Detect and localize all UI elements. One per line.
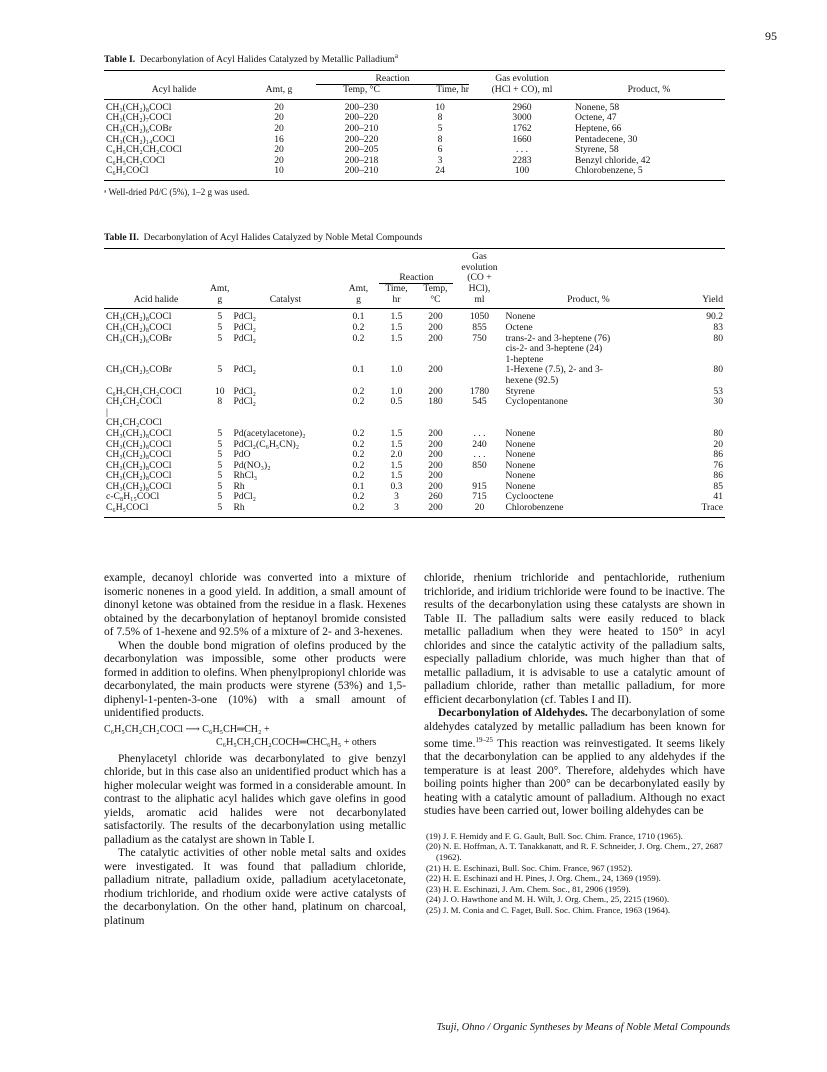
table-cell: 5 — [217, 459, 223, 471]
table-cell: trans-2- and 3-heptene (76) — [505, 332, 611, 344]
table-cell: 200–205 — [344, 144, 379, 156]
table-cell — [231, 376, 339, 387]
table-cell: 5 — [217, 364, 223, 376]
table-cell: 1780 — [469, 385, 490, 397]
table-cell: C₆H₅COCl — [106, 502, 149, 514]
table-cell: CH₃(CH₂)₈COCl — [106, 311, 172, 323]
table-cell: 715 — [472, 491, 487, 503]
table-cell: | — [106, 406, 108, 418]
paragraph: example, decanoyl chloride was converted into a mixture of isomeric nonenes in a good yield. In addition, a small amount of dinonyl ketone was obtained from the residue in a flask. Hexenes obtained by the decarbonylation of heptanoyl bromide consisted of 7.5% of 1-hexene and 92.5% of a mixture of 2- and 3-hexenes. — [104, 572, 406, 638]
paragraph-text: This reaction was reinvestigated. It seems likely that the decarbonylation can be applied to any aldehydes if the temperature is at least 200°. Therefore, aldehydes which have boiling points higher than 200° can be decarbonylated easily by heating with a catalytic amount of palladium. Although no exact studies have been carried out, lower boiling aldehydes can be — [424, 737, 725, 818]
table-row — [104, 408, 725, 419]
table-header-cell: °C — [430, 293, 441, 305]
table-cell — [673, 376, 725, 387]
table-cell — [377, 344, 415, 355]
table-cell: 1.0 — [390, 364, 403, 376]
table-cell: 200 — [428, 459, 443, 471]
table-cell: 200 — [428, 427, 443, 439]
table-cell: 0.2 — [352, 470, 365, 482]
table-header-cell: Catalyst — [269, 293, 302, 305]
table-row — [104, 492, 725, 503]
table-cell: 86 — [713, 470, 723, 482]
table-cell: CH₃(CH₂)₈COCl — [106, 101, 172, 113]
table-cell: C₆H₅CH₂CH₂COCl — [106, 144, 182, 156]
table-cell: . . . — [473, 449, 486, 461]
table-cell — [339, 408, 377, 419]
table-row — [104, 166, 725, 180]
table-cell: 180 — [428, 396, 443, 408]
table-cell — [673, 344, 725, 355]
table-cell: 750 — [472, 332, 487, 344]
table-cell: C₆H₅COCl — [106, 165, 149, 177]
table-cell — [339, 344, 377, 355]
table-cell: 200 — [428, 438, 443, 450]
table-row — [104, 461, 725, 472]
table-1-grid — [104, 70, 725, 181]
table-cell — [377, 408, 415, 419]
table-cell: 200 — [428, 449, 443, 461]
table-row — [104, 124, 725, 135]
table-cell: CH₃(CH₂)₈COCl — [106, 470, 172, 482]
table-cell: 5 — [217, 427, 223, 439]
table-cell: 200 — [428, 470, 443, 482]
table-header-cell: g — [217, 293, 223, 305]
table-1-title-sup: a — [394, 52, 398, 60]
table-cell: Nonene — [505, 470, 536, 482]
table-cell: PdCl₂ — [233, 364, 257, 376]
table-header-cell: Product, % — [627, 84, 671, 96]
table-cell: 10 — [274, 165, 284, 177]
right-text-column — [424, 572, 725, 916]
equation-line: C₆H₅CH₂CH₂COCH═CHC₆H₅ + others — [216, 736, 377, 748]
table-cell: Cyclooctene — [505, 491, 554, 503]
table-cell — [415, 408, 455, 419]
table-cell: 850 — [472, 459, 487, 471]
table-row — [104, 418, 725, 429]
table-cell — [415, 376, 455, 387]
table-header-cell: (HCl + CO), ml — [491, 84, 553, 96]
table-cell: 5 — [217, 449, 223, 461]
table-cell: Rh — [233, 480, 245, 492]
table-cell: CH₂CH₂COCl — [106, 396, 162, 408]
table-cell: 1.5 — [390, 459, 403, 471]
reference-item: (25) J. M. Conia and C. Faget, Bull. Soc. Chim. France, 1963 (1964). — [426, 904, 671, 915]
table-cell: 20 — [274, 144, 284, 156]
table-cell: 3 — [437, 154, 443, 166]
table-cell: 3 — [394, 502, 399, 514]
table-cell: 200 — [428, 364, 443, 376]
table-cell: 0.2 — [352, 449, 365, 461]
table-cell: 0.2 — [352, 396, 365, 408]
table-row — [104, 376, 725, 387]
table-row — [104, 471, 725, 482]
table-cell: 0.2 — [352, 459, 365, 471]
reference-item: (19) J. F. Hemidy and F. G. Gault, Bull. Soc. Chim. France, 1710 (1965). — [426, 830, 683, 841]
table-header-cell: Amt, g — [265, 84, 293, 96]
table-cell: 2960 — [512, 101, 532, 113]
table-cell: 1.5 — [390, 321, 403, 333]
table-cell: PdCl₂(C₆H₅CN)₂ — [233, 438, 300, 450]
table-cell: 3 — [394, 491, 399, 503]
table-cell: CH₃(CH₂)₆COBr — [106, 332, 172, 344]
table-cell: Octene — [505, 321, 533, 333]
paragraph: When the double bond migration of olefins produced by the decarbonylation was impossible, some other products were formed in addition to olefins. When phenylpropionyl chloride was decarbonylated, the main products were styrene (53%) and 1,5-diphenyl-1-penten-3-one (10%) with a small amount of unidentified products. — [104, 639, 406, 719]
table-header-cell: ml — [474, 293, 485, 305]
table-cell: Cyclopentanone — [505, 396, 568, 408]
table-cell: 8 — [437, 112, 443, 124]
table-cell: 1050 — [469, 311, 490, 323]
table-2 — [104, 232, 725, 518]
table-2-group-reaction: Reaction — [379, 273, 453, 284]
reference-item: (20) N. E. Hoffman, A. T. Tanakkanatt, and R. F. Schneider, J. Org. Chem., 27, 2687 (1962). — [426, 841, 723, 862]
table-header-cell: Time, hr — [436, 84, 469, 96]
table-2-gas-header-line: evolution — [461, 261, 498, 273]
table-cell: CH₂CH₂COCl — [106, 417, 162, 429]
table-cell: 0.2 — [352, 385, 365, 397]
table-cell: 5 — [217, 321, 223, 333]
table-cell: 0.2 — [352, 427, 365, 439]
table-cell: c-C₈H₁₅COCl — [106, 491, 160, 503]
reference-item: (23) H. E. Eschinazi, J. Am. Chem. Soc., 81, 2906 (1959). — [426, 883, 631, 894]
table-cell — [208, 344, 231, 355]
table-row — [104, 309, 725, 323]
table-cell — [455, 408, 503, 419]
table-header-cell: Product, % — [567, 293, 610, 305]
table-cell: . . . — [473, 427, 486, 439]
table-cell: CH₃(CH₂)₈COCl — [106, 480, 172, 492]
equation-line: C₆H₅CH₂CH₂COCl ⟶ C₆H₅CH═CH₂ + — [104, 723, 270, 735]
table-cell: 1660 — [512, 133, 532, 145]
table-cell: Nonene — [505, 311, 536, 323]
table-cell: 5 — [217, 311, 223, 323]
table-header-cell: g — [356, 293, 361, 305]
table-cell: PdCl₂ — [233, 491, 257, 503]
table-cell: 0.2 — [352, 332, 365, 344]
table-cell: hexene (92.5) — [505, 374, 559, 386]
table-header-cell: Temp, — [423, 283, 448, 295]
table-row — [104, 344, 725, 355]
table-cell: 0.1 — [352, 311, 365, 323]
table-cell — [377, 376, 415, 387]
paragraph: Phenylacetyl chloride was decarbonylated to give benzyl chloride, but in this case also an unidentified product which has a higher molecular weight was formed in a considerable amount. In contrast to the aliphatic acyl halides which gave olefins in good yields, aromatic acid halides were not decarbonylated satisfactorily. The results of the decarbonylation using metallic palladium as the catalyst are shown in Table I. — [104, 752, 406, 846]
table-cell: 0.1 — [352, 364, 365, 376]
table-row — [104, 429, 725, 440]
table-cell: Chlorobenzene — [505, 502, 564, 514]
table-cell — [455, 376, 503, 387]
table-cell: 200 — [428, 332, 443, 344]
table-cell: 200–220 — [344, 133, 379, 145]
table-cell: Chlorobenzene, 5 — [575, 165, 643, 177]
table-cell: 5 — [217, 480, 223, 492]
table-2-gas-header-line: Gas — [472, 251, 487, 262]
table-cell: 200 — [428, 311, 443, 323]
table-cell: 0.2 — [352, 438, 365, 450]
reference-item: (22) H. E. Eschinazi and H. Pines, J. Org. Chem., 24, 1369 (1959). — [426, 873, 661, 884]
table-cell: 200–210 — [344, 165, 379, 177]
table-cell — [231, 408, 339, 419]
table-cell: 1.0 — [390, 385, 403, 397]
page-number: 95 — [765, 29, 777, 43]
table-cell: 80 — [713, 332, 723, 344]
table-cell: PdCl₂ — [233, 321, 257, 333]
left-text-column — [104, 572, 406, 928]
table-cell: 5 — [217, 470, 223, 482]
table-cell: Nonene — [505, 438, 536, 450]
table-cell: 3000 — [512, 112, 532, 124]
table-cell: 855 — [472, 321, 487, 333]
table-cell: 5 — [217, 491, 223, 503]
table-cell: 240 — [472, 438, 487, 450]
table-cell: 1-heptene — [505, 353, 544, 365]
table-cell — [231, 344, 339, 355]
table-cell: 0.3 — [390, 480, 403, 492]
table-cell: Nonene — [505, 427, 536, 439]
table-cell: 1762 — [512, 122, 532, 134]
table-cell: RhCl₃ — [233, 470, 258, 482]
table-cell: 53 — [713, 385, 723, 397]
paragraph-text: The decarbonylation of some aldehydes catalyzed by metallic palladium has been known for some time. — [424, 707, 725, 750]
table-cell: 200 — [428, 480, 443, 492]
table-cell: 1.5 — [390, 470, 403, 482]
table-cell: C₆H₅CH₂COCl — [106, 154, 166, 166]
table-1 — [104, 52, 725, 197]
table-cell: cis-2- and 3-heptene (24) — [505, 343, 603, 355]
section-heading: Decarbonylation of Aldehydes. — [438, 707, 588, 719]
table-cell: 200 — [428, 321, 443, 333]
table-cell: 1.5 — [390, 332, 403, 344]
table-cell — [208, 376, 231, 387]
table-cell: CH₃(CH₂)₈COCl — [106, 321, 172, 333]
table-cell: 0.2 — [352, 502, 365, 514]
table-cell: Octene, 47 — [575, 112, 617, 124]
table-2-body — [104, 309, 725, 517]
table-row — [104, 99, 725, 113]
table-cell: 1.5 — [390, 438, 403, 450]
table-cell: 1.5 — [390, 427, 403, 439]
table-1-body — [104, 99, 725, 180]
table-cell: 90.2 — [706, 311, 723, 323]
table-row — [104, 387, 725, 398]
table-cell — [104, 376, 208, 387]
table-cell — [208, 408, 231, 419]
paragraph: chloride, rhenium trichloride and pentachloride, ruthenium trichloride, and iridium trichloride were found to be inactive. The results of the decarbonylation using these catalysts are shown in Table II. The palladium salts were easily reduced to black metallic palladium when they were heated to 150° in acyl chlorides and since the catalytic activity of the palladium salts, especially palladium chloride, was much higher than that of metallic palladium, it is advisable to use a catalytic amount of palladium chloride, rather than metallic palladium, for more efficient decarbonylation (cf. Tables I and II). — [424, 572, 725, 706]
table-cell: CH₃(CH₂)₈COCl — [106, 449, 172, 461]
table-cell: 85 — [713, 480, 723, 492]
table-cell: 76 — [713, 459, 723, 471]
reaction-equation — [104, 723, 406, 749]
table-cell: Styrene, 58 — [575, 144, 619, 156]
table-cell: Pd(NO₃)₂ — [233, 459, 271, 471]
table-cell: Pd(acetylacetone)₂ — [233, 427, 306, 439]
table-row — [104, 440, 725, 451]
table-cell: Nonene — [505, 449, 536, 461]
table-cell: 260 — [428, 491, 443, 503]
table-cell: 5 — [437, 122, 443, 134]
table-cell: 100 — [514, 165, 530, 177]
table-cell: 915 — [472, 480, 487, 492]
table-row — [104, 355, 725, 366]
table-cell: 200 — [428, 502, 443, 514]
table-2-title: Decarbonylation of Acyl Halides Catalyzed by Noble Metal Compounds — [143, 232, 423, 243]
table-1-group-reaction: Reaction — [316, 74, 469, 85]
table-cell: 200–220 — [344, 112, 379, 124]
table-row — [104, 323, 725, 334]
table-cell: 20 — [274, 101, 284, 113]
table-row — [104, 397, 725, 408]
table-cell: 10 — [435, 101, 445, 113]
table-cell: 200 — [428, 385, 443, 397]
table-cell — [415, 344, 455, 355]
table-row — [104, 482, 725, 493]
table-cell: 6 — [437, 144, 443, 156]
table-2-label: Table II. — [104, 232, 139, 243]
table-cell: 24 — [435, 165, 445, 177]
table-cell — [455, 344, 503, 355]
reference-item: (21) H. E. Eschinazi, Bull. Soc. Chim. France, 967 (1952). — [426, 862, 633, 873]
table-cell: 16 — [274, 133, 284, 145]
table-cell: Trace — [701, 502, 723, 514]
table-cell: 80 — [713, 427, 723, 439]
table-cell: Pentadecene, 30 — [575, 133, 638, 145]
table-cell: 20 — [474, 502, 485, 514]
table-cell: 1-Hexene (7.5), 2- and 3- — [505, 364, 603, 376]
table-header-cell: Amt, — [210, 283, 230, 295]
table-cell: 20 — [274, 122, 284, 134]
table-cell: 5 — [217, 332, 223, 344]
table-2-grid — [104, 248, 725, 518]
table-cell: 20 — [713, 438, 723, 450]
paragraph — [424, 707, 725, 819]
table-cell: CH₃(CH₂)₈COCl — [106, 459, 172, 471]
table-row — [104, 334, 725, 345]
table-cell: Rh — [233, 502, 245, 514]
table-header-cell: Temp, °C — [343, 84, 380, 96]
table-1-caption — [104, 52, 725, 65]
table-cell: 200–230 — [344, 101, 379, 113]
table-2-gas-header — [455, 249, 503, 274]
table-1-title: Decarbonylation of Acyl Halides Catalyzed by Metallic Palladium — [139, 54, 395, 66]
table-cell: 86 — [713, 449, 723, 461]
table-1-footnote: ᵃ Well-dried Pd/C (5%), 1–2 g was used. — [104, 186, 250, 197]
table-cell: Benzyl chloride, 42 — [575, 154, 651, 166]
table-cell: 2.0 — [390, 449, 403, 461]
table-cell: 5 — [217, 438, 223, 450]
table-header-cell: Time, — [385, 283, 408, 295]
table-2-caption — [104, 232, 725, 243]
table-header-cell: hr — [392, 293, 401, 305]
table-row — [104, 450, 725, 461]
table-cell: 83 — [713, 321, 723, 333]
table-2-gas-header-line: HCl), — [468, 283, 491, 295]
table-cell — [339, 376, 377, 387]
table-cell: CH₃(CH₂)₇COCl — [106, 112, 172, 124]
table-cell: PdCl₂ — [233, 385, 257, 397]
table-header-cell: Yield — [702, 293, 723, 305]
table-cell: 0.2 — [352, 491, 365, 503]
table-cell: 20 — [274, 112, 284, 124]
table-cell: 0.1 — [352, 480, 365, 492]
table-cell: CH₃(CH₂)₅COBr — [106, 364, 172, 376]
table-2-gas-header-line: (CO + — [467, 272, 492, 284]
table-cell: 30 — [713, 396, 723, 408]
table-cell: CH₃(CH₂)₁₄COCl — [106, 133, 175, 145]
table-cell: Nonene, 58 — [575, 101, 620, 113]
paragraph: The catalytic activities of other noble metal salts and oxides were investigated. It was found that palladium chloride, palladium nitrate, palladium oxide, palladium acetylacetonate, rhodium trichloride, and rhodium oxide were active catalysts of the decarbonylation. On the other hand, platinum on charcoal, platinum — [104, 847, 406, 927]
table-cell: Nonene — [505, 459, 536, 471]
table-cell: Nonene — [505, 480, 536, 492]
table-header-cell: Acyl halide — [151, 84, 197, 96]
table-1-label: Table I. — [104, 54, 136, 66]
table-row — [104, 135, 725, 146]
table-cell — [455, 365, 503, 376]
table-cell: PdCl₂ — [233, 332, 257, 344]
table-cell: 545 — [472, 396, 487, 408]
table-cell: 200–210 — [344, 122, 379, 134]
table-cell: CH₃(CH₂)₆COBr — [106, 122, 172, 134]
table-cell: PdCl₂ — [233, 311, 257, 323]
table-cell — [673, 408, 725, 419]
table-row — [104, 365, 725, 376]
table-cell: 2283 — [512, 154, 532, 166]
table-cell: 1.5 — [390, 311, 403, 323]
table-cell: CH₃(CH₂)₈COCl — [106, 427, 172, 439]
table-cell — [503, 408, 673, 419]
table-row — [104, 113, 725, 124]
table-cell: 0.2 — [352, 321, 365, 333]
table-cell: 80 — [713, 364, 723, 376]
table-cell: 8 — [437, 133, 443, 145]
table-1-group-gas: Gas evolution — [495, 73, 549, 85]
table-cell: 200–218 — [344, 154, 379, 166]
table-cell: CH₃(CH₂)₈COCl — [106, 438, 172, 450]
table-cell: . . . — [516, 144, 528, 156]
reference-item: (24) J. O. Hawthone and M. H. Wilt, J. Org. Chem., 25, 2215 (1960). — [426, 894, 670, 905]
table-header-cell: Acid halide — [133, 293, 179, 305]
table-cell — [104, 344, 208, 355]
table-cell: 0.5 — [390, 396, 403, 408]
table-cell: 8 — [217, 396, 223, 408]
running-footer: Tsuji, Ohno / Organic Syntheses by Means of Noble Metal Compounds — [436, 1022, 730, 1033]
table-cell: 20 — [274, 154, 284, 166]
table-cell: Heptene, 66 — [575, 122, 622, 134]
table-header-cell: Amt, — [348, 283, 369, 295]
table-cell: C₆H₅CH₂CH₂COCl — [106, 385, 182, 397]
table-cell: 41 — [713, 491, 723, 503]
table-cell: Styrene — [505, 385, 535, 397]
table-cell: PdCl₂ — [233, 396, 257, 408]
reference-list — [424, 831, 725, 916]
table-cell: PdO — [233, 449, 251, 461]
table-cell: 5 — [217, 502, 223, 514]
table-row — [104, 503, 725, 517]
citation-superscript: 19–25 — [475, 736, 493, 744]
table-cell — [455, 355, 503, 366]
table-1-header-row — [104, 85, 725, 99]
table-cell: 10 — [214, 385, 225, 397]
